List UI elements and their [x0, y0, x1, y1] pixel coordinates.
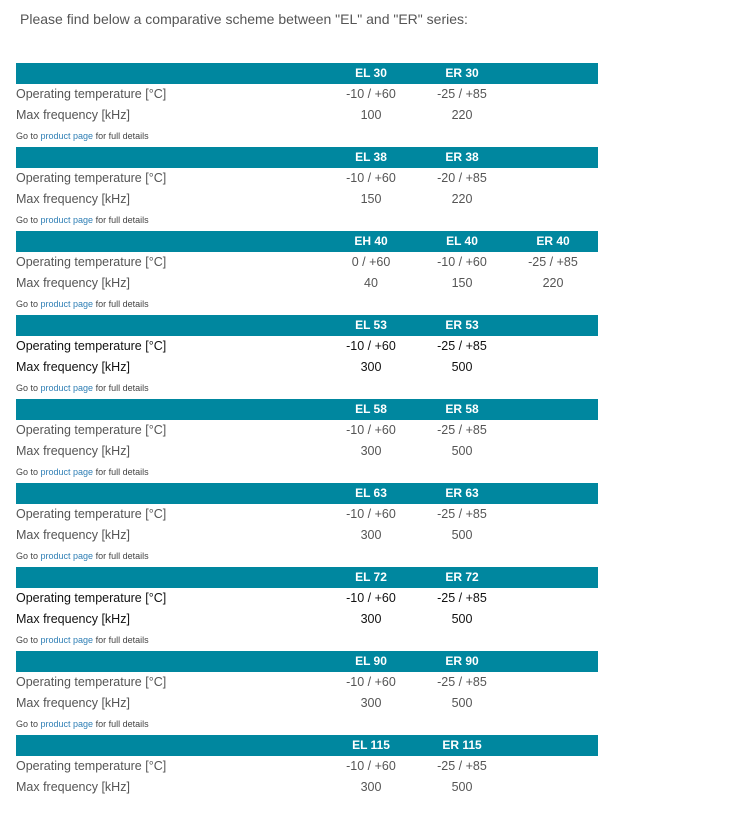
- row-label: Max frequency [kHz]: [16, 444, 130, 458]
- operating-temperature-row: [16, 672, 598, 693]
- column-header: EL 38: [355, 150, 387, 164]
- row-label: Max frequency [kHz]: [16, 528, 130, 542]
- table-cell: -10 / +60: [346, 339, 396, 353]
- table-cell: -10 / +60: [346, 507, 396, 521]
- table-header-row: [16, 231, 598, 252]
- table-cell: 300: [360, 444, 382, 458]
- table-cell: -10 / +60: [346, 675, 396, 689]
- footer-prefix: Go to: [16, 215, 41, 225]
- table-header-row: [16, 483, 598, 504]
- footer-prefix: Go to: [16, 299, 41, 309]
- max-frequency-row: [16, 105, 598, 126]
- product-page-link[interactable]: product page: [40, 215, 94, 225]
- table-cell: 500: [451, 528, 473, 542]
- footer-prefix: Go to: [16, 131, 41, 141]
- row-label: Max frequency [kHz]: [16, 108, 130, 122]
- column-header: EL 115: [352, 738, 390, 752]
- table-cell: -25 / +85: [437, 507, 487, 521]
- row-label: Max frequency [kHz]: [16, 360, 130, 374]
- table-cell: -25 / +85: [437, 423, 487, 437]
- row-label: Operating temperature [°C]: [16, 87, 167, 101]
- column-header: ER 115: [442, 738, 482, 752]
- operating-temperature-row: [16, 168, 598, 189]
- table-cell: 100: [360, 108, 382, 122]
- column-header: EL 90: [355, 654, 387, 668]
- footer-prefix: Go to: [16, 383, 41, 393]
- max-frequency-row: [16, 441, 598, 462]
- comparison-table: [16, 399, 598, 483]
- comparison-table: [16, 567, 598, 651]
- table-cell: 500: [451, 444, 473, 458]
- table-cell: 220: [542, 276, 564, 290]
- footer-prefix: Go to: [16, 719, 41, 729]
- product-page-link[interactable]: product page: [40, 551, 94, 561]
- row-label: Operating temperature [°C]: [16, 255, 167, 269]
- row-label: Max frequency [kHz]: [16, 276, 130, 290]
- comparison-table: [16, 231, 598, 315]
- table-cell: -20 / +85: [437, 171, 487, 185]
- comparison-table: [16, 147, 598, 231]
- column-header: ER 90: [445, 654, 479, 668]
- product-page-link[interactable]: product page: [40, 299, 94, 309]
- table-cell: -25 / +85: [437, 87, 487, 101]
- footer-prefix: Go to: [16, 467, 41, 477]
- row-label: Operating temperature [°C]: [16, 675, 167, 689]
- table-cell: -25 / +85: [437, 339, 487, 353]
- product-page-link[interactable]: product page: [40, 719, 94, 729]
- operating-temperature-row: [16, 252, 598, 273]
- row-label: Operating temperature [°C]: [16, 339, 167, 353]
- footer-suffix: for full details: [93, 719, 149, 729]
- table-header-row: [16, 567, 598, 588]
- max-frequency-row: [16, 609, 598, 630]
- comparison-tables: [16, 63, 598, 819]
- column-header: ER 40: [536, 234, 570, 248]
- comparison-table: [16, 651, 598, 735]
- table-footer-note: [16, 714, 598, 735]
- operating-temperature-row: [16, 420, 598, 441]
- footer-suffix: for full details: [93, 635, 149, 645]
- column-header: ER 58: [445, 402, 479, 416]
- table-header-row: [16, 651, 598, 672]
- table-cell: 500: [451, 360, 473, 374]
- column-header: EL 58: [355, 402, 387, 416]
- table-cell: -10 / +60: [346, 759, 396, 773]
- footer-suffix: for full details: [93, 131, 149, 141]
- table-cell: 150: [451, 276, 473, 290]
- operating-temperature-row: [16, 588, 598, 609]
- intro-text: Please find below a comparative scheme between "EL" and "ER" series:: [20, 11, 468, 27]
- column-header: EL 40: [446, 234, 478, 248]
- row-label: Operating temperature [°C]: [16, 423, 167, 437]
- table-cell: 40: [364, 276, 378, 290]
- table-cell: -10 / +60: [346, 87, 396, 101]
- max-frequency-row: [16, 357, 598, 378]
- column-header: EL 30: [355, 66, 387, 80]
- table-header-row: [16, 315, 598, 336]
- footer-suffix: for full details: [93, 467, 149, 477]
- table-cell: -10 / +60: [346, 423, 396, 437]
- max-frequency-row: [16, 525, 598, 546]
- max-frequency-row: [16, 777, 598, 798]
- table-header-row: [16, 735, 598, 756]
- table-footer-note: [16, 630, 598, 651]
- table-cell: 500: [451, 780, 473, 794]
- column-header: ER 30: [445, 66, 479, 80]
- row-label: Operating temperature [°C]: [16, 759, 167, 773]
- footer-suffix: for full details: [93, 383, 149, 393]
- operating-temperature-row: [16, 504, 598, 525]
- product-page-link[interactable]: product page: [40, 467, 94, 477]
- footer-prefix: Go to: [16, 551, 41, 561]
- row-label: Max frequency [kHz]: [16, 192, 130, 206]
- column-header: ER 38: [445, 150, 479, 164]
- row-label: Max frequency [kHz]: [16, 780, 130, 794]
- table-footer-note: [16, 378, 598, 399]
- product-page-link[interactable]: product page: [40, 383, 94, 393]
- max-frequency-row: [16, 693, 598, 714]
- table-cell: 300: [360, 612, 382, 626]
- table-cell: 150: [360, 192, 382, 206]
- table-cell: -25 / +85: [528, 255, 578, 269]
- product-page-link[interactable]: product page: [40, 635, 94, 645]
- table-cell: -10 / +60: [346, 591, 396, 605]
- table-footer-note: [16, 546, 598, 567]
- table-cell: 300: [360, 780, 382, 794]
- row-label: Max frequency [kHz]: [16, 696, 130, 710]
- footer-suffix: for full details: [93, 299, 149, 309]
- table-cell: -10 / +60: [437, 255, 487, 269]
- footer-suffix: for full details: [93, 551, 149, 561]
- table-cell: -25 / +85: [437, 675, 487, 689]
- table-cell: -25 / +85: [437, 591, 487, 605]
- comparison-table: [16, 63, 598, 147]
- comparison-table: [16, 315, 598, 399]
- table-header-row: [16, 147, 598, 168]
- row-label: Operating temperature [°C]: [16, 591, 167, 605]
- product-page-link[interactable]: product page: [40, 131, 94, 141]
- column-header: EL 63: [355, 486, 387, 500]
- column-header: ER 63: [445, 486, 479, 500]
- table-cell: 300: [360, 696, 382, 710]
- row-label: Max frequency [kHz]: [16, 612, 130, 626]
- table-footer-note: [16, 126, 598, 147]
- table-cell: 500: [451, 612, 473, 626]
- table-header-row: [16, 63, 598, 84]
- column-header: EL 72: [355, 570, 387, 584]
- comparison-table: [16, 483, 598, 567]
- table-cell: 300: [360, 360, 382, 374]
- table-cell: 500: [451, 696, 473, 710]
- row-label: Operating temperature [°C]: [16, 171, 167, 185]
- table-footer-note: [16, 294, 598, 315]
- table-cell: -25 / +85: [437, 759, 487, 773]
- column-header: EH 40: [354, 234, 388, 248]
- footer-suffix: for full details: [93, 215, 149, 225]
- row-label: Operating temperature [°C]: [16, 507, 167, 521]
- max-frequency-row: [16, 273, 598, 294]
- comparison-table: [16, 735, 598, 819]
- column-header: ER 72: [445, 570, 479, 584]
- operating-temperature-row: [16, 84, 598, 105]
- table-cell: 300: [360, 528, 382, 542]
- table-cell: -10 / +60: [346, 171, 396, 185]
- table-footer-note: [16, 462, 598, 483]
- table-cell: 220: [451, 108, 473, 122]
- table-cell: 0 / +60: [351, 255, 391, 269]
- operating-temperature-row: [16, 336, 598, 357]
- operating-temperature-row: [16, 756, 598, 777]
- footer-prefix: Go to: [16, 635, 41, 645]
- table-header-row: [16, 399, 598, 420]
- table-cell: 220: [451, 192, 473, 206]
- max-frequency-row: [16, 189, 598, 210]
- column-header: EL 53: [355, 318, 387, 332]
- column-header: ER 53: [445, 318, 479, 332]
- table-footer-note: [16, 210, 598, 231]
